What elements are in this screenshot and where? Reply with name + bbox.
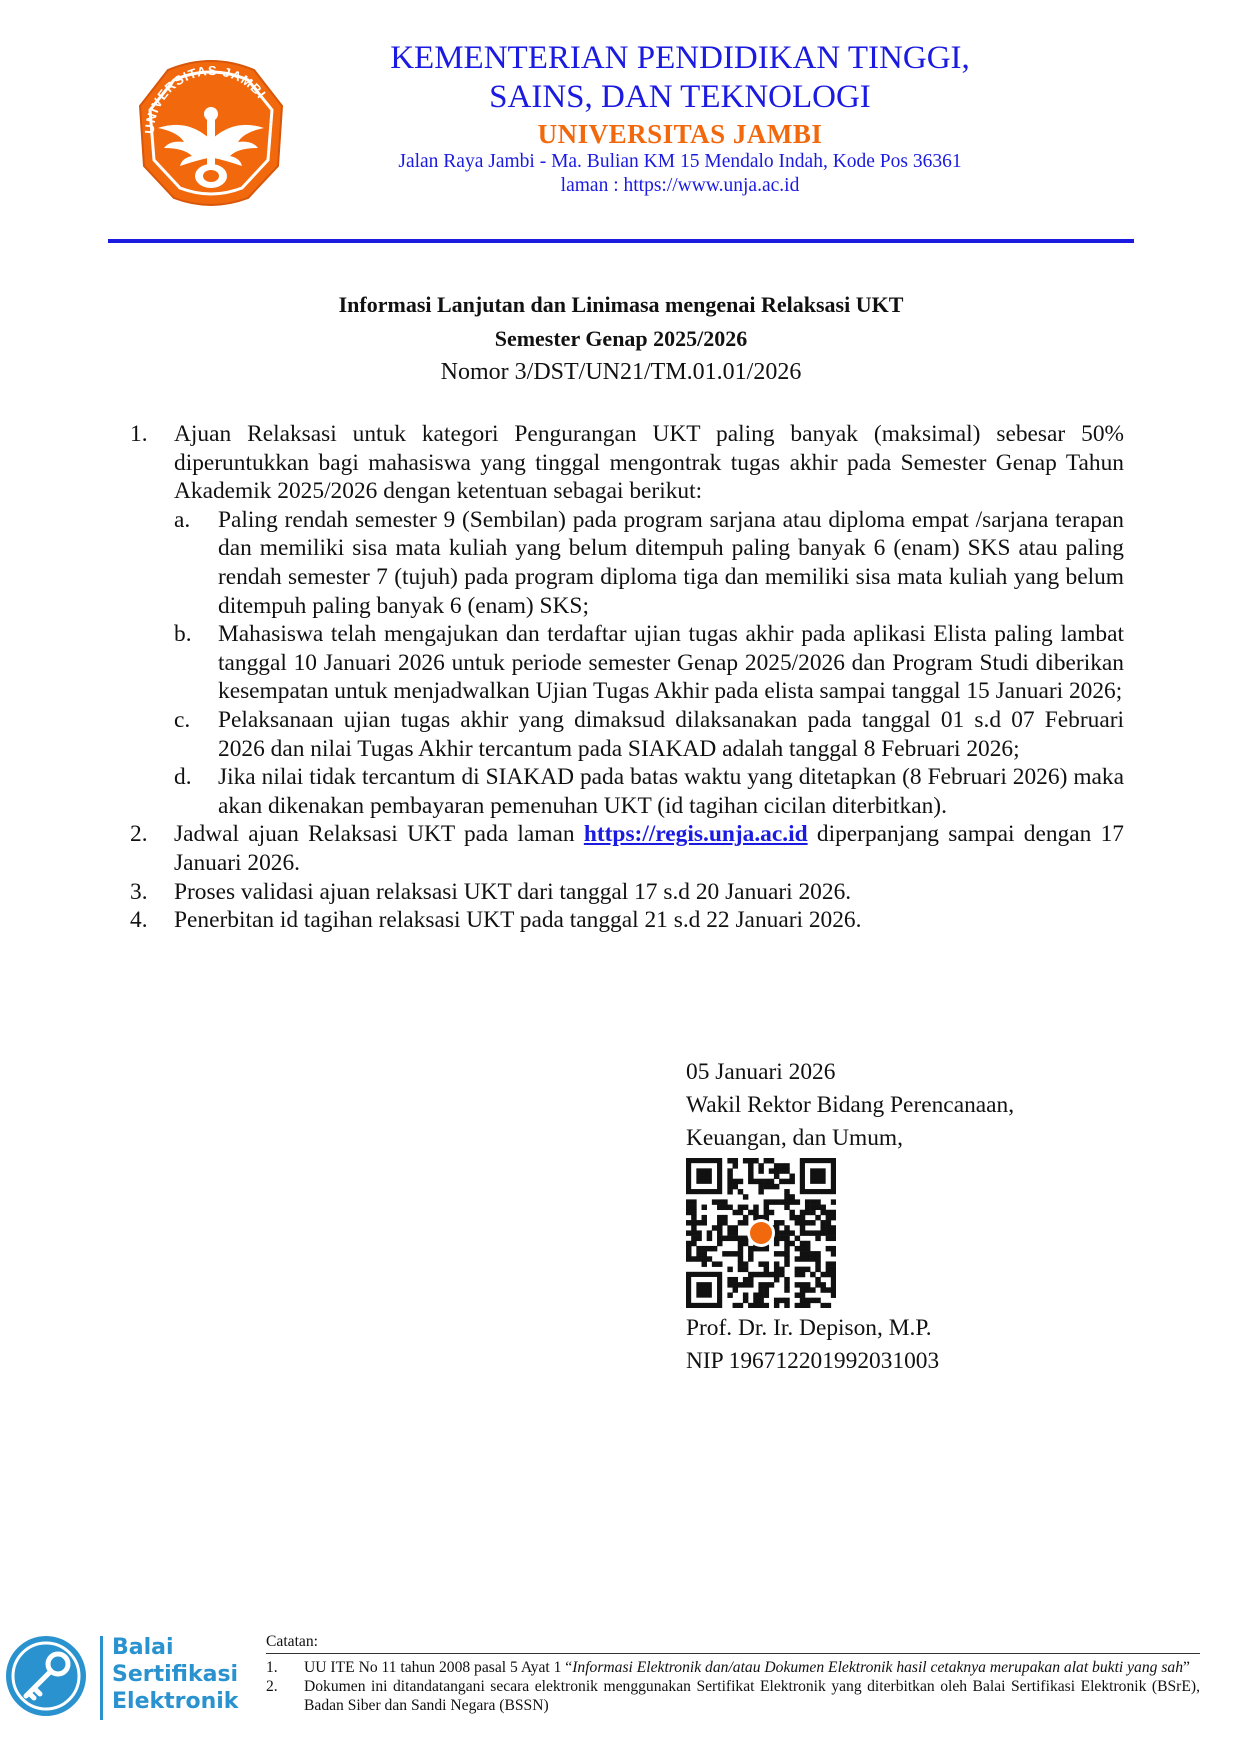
- note-text: UU ITE No 11 tahun 2008 pasal 5 Ayat 1 “: [304, 1659, 573, 1676]
- signer-name: Prof. Dr. Ir. Depison, M.P.: [686, 1315, 932, 1341]
- note-number: 1.: [266, 1659, 278, 1676]
- header-divider: [108, 239, 1134, 243]
- bsre-line3: Elektronik: [112, 1689, 239, 1714]
- signature-date: 05 Januari 2026: [686, 1059, 836, 1085]
- sub-label: a.: [174, 506, 191, 533]
- sub-text: Jika nilai tidak tercantum di SIAKAD pada batas waktu yang ditetapkan (8 Februari 2026) maka akan dikenakan pembayaran pemenuhan UKT (id tagihan cicilan diterbitkan).: [218, 764, 1124, 819]
- regis-link[interactable]: https://regis.unja.ac.id: [583, 821, 808, 848]
- signer-nip: NIP 196712201992031003: [686, 1348, 940, 1374]
- note-item: [266, 1658, 1200, 1677]
- sub-text: Mahasiswa telah mengajukan dan terdaftar ujian tugas akhir pada aplikasi Elista paling lambat tanggal 10 Januari 2026 untuk periode semester Genap 2025/2026 dan Program Studi diberikan kesempatan untuk menjadwalkan Ujian Tugas Akhir pada elista sampai tanggal 15 Januari 2026;: [218, 621, 1124, 705]
- bsre-wordmark: [112, 1634, 238, 1715]
- list-text: Jadwal ajuan Relaksasi UKT pada laman: [174, 821, 584, 848]
- university-website[interactable]: laman : https://www.unja.ac.id: [560, 175, 800, 196]
- university-name: UNIVERSITAS JAMBI: [537, 119, 823, 149]
- document-number: Nomor 3/DST/UN21/TM.01.01/2026: [440, 359, 802, 385]
- list-text: Proses validasi ajuan relaksasi UKT dari tanggal 17 s.d 20 Januari 2026.: [174, 878, 852, 905]
- bsre-divider: [100, 1636, 103, 1720]
- bsre-line2: Sertifikasi: [112, 1662, 239, 1687]
- sub-label: b.: [174, 621, 192, 648]
- list-item: [130, 420, 1124, 820]
- list-number: 2.: [130, 821, 148, 848]
- ministry-name-line2: SAINS, DAN TEKNOLOGI: [489, 79, 871, 115]
- list-number: 3.: [130, 878, 148, 905]
- logo-text: UNIVERSITAS JAMBI: [141, 63, 270, 135]
- note-number: 2.: [266, 1678, 278, 1695]
- note-item: [266, 1677, 1200, 1715]
- sub-label: d.: [174, 764, 192, 791]
- qr-code[interactable]: [686, 1158, 836, 1308]
- signer-block: [686, 1312, 939, 1378]
- bsre-key-icon: [4, 1634, 88, 1718]
- sub-label: c.: [174, 706, 191, 733]
- sub-item: [174, 706, 1124, 763]
- list-number: 1.: [130, 421, 148, 447]
- sub-item: [174, 620, 1124, 706]
- list-item: [130, 820, 1124, 877]
- footer-notes: [266, 1632, 1200, 1715]
- university-address: Jalan Raya Jambi - Ma. Bulian KM 15 Mendalo Indah, Kode Pos 36361: [398, 151, 962, 172]
- note-quote: Informasi Elektronik dan/atau Dokumen Elektronik hasil cetaknya merupakan alat bukti yang sah: [572, 1659, 1184, 1676]
- ministry-name-line1: KEMENTERIAN PENDIDIKAN TINGGI,: [390, 40, 970, 76]
- sub-item: [174, 506, 1124, 620]
- sub-item: [174, 763, 1124, 820]
- signer-position-line1: Wakil Rektor Bidang Perencanaan,: [686, 1092, 1015, 1118]
- bsre-line1: Balai: [112, 1635, 174, 1660]
- sub-text: Paling rendah semester 9 (Sembilan) pada program sarjana atau diploma empat /sarjana terapan dan memiliki sisa mata kuliah yang belum ditempuh paling banyak 6 (enam) SKS atau paling rendah semester 7 (tujuh) pada program diploma tiga dan memiliki sisa mata kuliah yang belum ditempuh paling banyak 6 (enam) SKS;: [218, 506, 1124, 619]
- list-text: Ajuan Relaksasi untuk kategori Pengurangan UKT paling banyak (maksimal) sebesar 50% diperuntukkan bagi mahasiswa yang tinggal mengontrak tugas akhir pada Semester Genap Tahun Akademik 2025/2026 dengan ketentuan sebagai berikut:: [174, 421, 1124, 505]
- document-body: [130, 420, 1124, 935]
- signer-position-line2: Keuangan, dan Umum,: [686, 1125, 903, 1151]
- note-text: Dokumen ini ditandatangani secara elektronik menggunakan Sertifikat Elektronik yang diterbitkan oleh Balai Sertifikasi Elektronik (BSrE), Badan Siber dan Sandi Negara (BSSN): [304, 1678, 1200, 1714]
- note-quote-end: ”: [1183, 1659, 1190, 1676]
- list-number: 4.: [130, 907, 148, 934]
- notes-divider: [266, 1653, 1200, 1654]
- signature-block: [686, 1056, 1014, 1155]
- notes-title: Catatan:: [266, 1633, 318, 1650]
- document-subtitle: Semester Genap 2025/2026: [494, 326, 748, 351]
- list-text: Penerbitan id tagihan relaksasi UKT pada tanggal 21 s.d 22 Januari 2026.: [174, 907, 862, 934]
- list-item: [130, 906, 1124, 935]
- list-text: diperpanjang sampai dengan 17 Januari 2026.: [174, 821, 1124, 876]
- sub-text: Pelaksanaan ujian tugas akhir yang dimaksud dilaksanakan pada tanggal 01 s.d 07 Februari 2026 dan nilai Tugas Akhir tercantum pada SIAKAD adalah tanggal 8 Februari 2026;: [218, 706, 1124, 762]
- list-item: [130, 878, 1124, 907]
- document-title: Informasi Lanjutan dan Linimasa mengenai Relaksasi UKT: [338, 292, 904, 317]
- university-logo: [118, 48, 304, 212]
